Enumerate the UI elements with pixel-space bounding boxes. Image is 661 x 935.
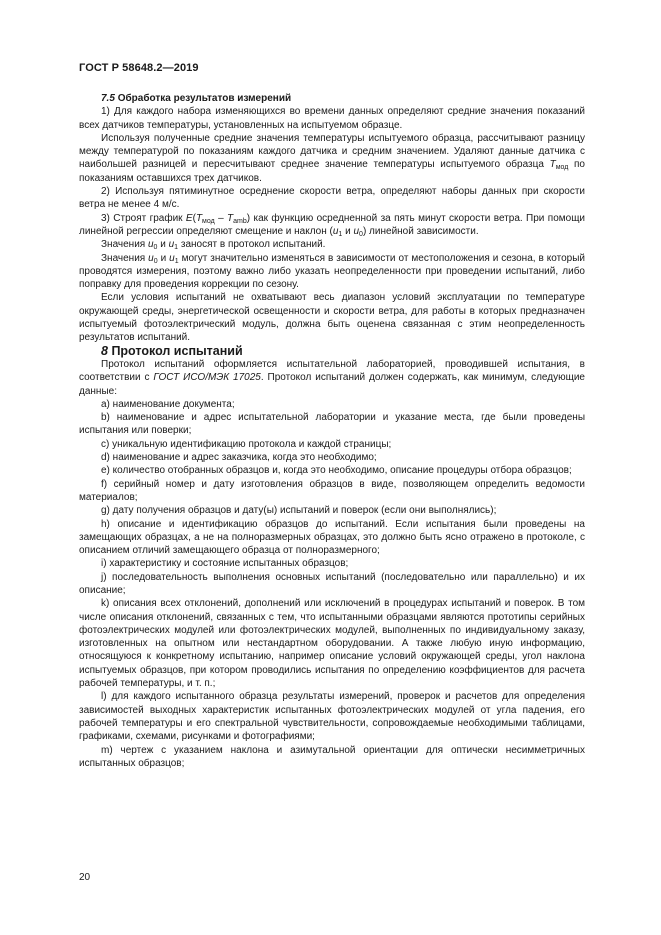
paragraph: Значения $u_0$ и $u_1$ заносят в протокол испытаний. [101,239,326,252]
list-item: l) для каждого испытанного образца результаты измерений, проверок и расчетов для определения зависимостей выходных характеристик испытанных фотоэлектрических модулей от угла падения, его рабочей температуры и его спектральной чувствительности, сопровождаемые необходимыми таблицами, графиками, схемами, рисунками и фотографиями; [79,691,585,743]
list-item: k) описания всех отклонений, дополнений или исключений в процедурах испытаний и поверок. В том числе описания отклонений, связанных с тем, что испытанными образцами являются прототипы серийных фотоэлектрических модулей или фотоэлектрических модулей, выполненных по индивидуальному заказу, изготовленных на опытном или нестандартном оборудовании. А также любую иную информацию, относящуюся к конкретному испытанию, например описание условий окружающей среды, угол наклона испытуемых образцов, при котором проводились испытания по определению коэффициентов для расчета рабочей температуры, и т. п.; [79,598,585,690]
list-item: j) последовательность выполнения основных испытаний (последовательно или параллельно) и их описание; [79,571,585,596]
section-title: Протокол испытаний [111,343,243,358]
section-number: 8 [101,343,108,358]
page-number: 20 [79,872,91,883]
list-item: a) наименование документа; [101,398,235,410]
list-item: g) дату получения образцов и дату(ы) испытаний и поверок (если они выполнялись); [101,505,497,517]
subsection-heading [79,92,585,105]
list-item: h) описание и идентификацию образцов до испытаний. Если испытания были проведены на замещающих образцах, а не на полноразмерных образцах, это должно быть ясно отражено в протоколе, с описанием отличий замещающего образца от полноразмерного; [79,518,585,557]
standard-reference: ГОСТ ИСО/МЭК 17025 [153,372,261,384]
list-item: b) наименование и адрес испытательной лаборатории и указание места, где были проведены испытания или поверки; [79,412,585,437]
section-heading [79,345,585,358]
paragraph: Если условия испытаний не охватывают весь диапазон условий эксплуатации по температуре окружающей среды, энергетической освещенности и скорости ветра, для работы в которых предназначен испытуемый фотоэлектрический модуль, должна быть оценена связанная с этим неопределенность результатов испытаний. [79,292,585,344]
list-item: e) количество отобранных образцов и, когда это необходимо, описание процедуры отбора образцов; [101,465,572,477]
list-item: f) серийный номер и дату изготовления образцов в виде, позволяющем определить ведомости материалов; [79,478,585,503]
list-item: i) характеристику и состояние испытанных образцов; [101,558,349,570]
paragraph: 3) Строят график $E(T_{мод} - T_{amb})$ как функцию осредненной за пять минут скорости ветра. При помощи линейной регрессии определяют смещение и наклон ($u_1$ и $u_0$) линейной зависимости. [79,212,586,238]
document-header: ГОСТ Р 58648.2—2019 [79,62,199,74]
list-item: m) чертеж с указанием наклона и азимутальной ориентации для оптически несимметричных испытанных образцов; [79,744,585,769]
paragraph: Значения $u_0$ и $u_1$ могут значительно изменяться в зависимости от местоположения и сезона, в который проводятся измерения, поэтому важно либо указать неопределенности при проведении испытаний, либо поправку для проведения коррекции по сезону. [79,252,585,291]
subsection-number: 7.5 [101,93,115,104]
paragraph: Используя полученные средние значения температуры испытуемого образца, рассчитывают разницу между температурой по показаниям каждого датчика и средним значением. Удаляют данные датчика с наибольшей разницей и пересчитывают среднее значение температуры испытуемого образца $T_{мод}$ по показаниям оставшихся трех датчиков. [79,132,585,184]
list-item: c) уникальную идентификацию протокола и каждой страницы; [101,438,392,450]
paragraph: 1) Для каждого набора изменяющихся во времени данных определяют средние значения показаний всех датчиков температуры, установленных на испытуемом образце. [79,106,585,131]
subsection-title: Обработка результатов измерений [117,93,292,104]
page-content [79,92,585,770]
paragraph: 2) Используя пятиминутное осреднение скорости ветра, определяют наборы данных при скорости ветра не менее 4 м/с. [79,186,585,211]
list-item: d) наименование и адрес заказчика, когда это необходимо; [101,452,377,464]
paragraph: Протокол испытаний оформляется испытательной лабораторией, проводившей испытания, в соответствии с ГОСТ ИСО/МЭК 17025. Протокол испытаний должен содержать, как минимум, следующие данные: [79,358,585,397]
